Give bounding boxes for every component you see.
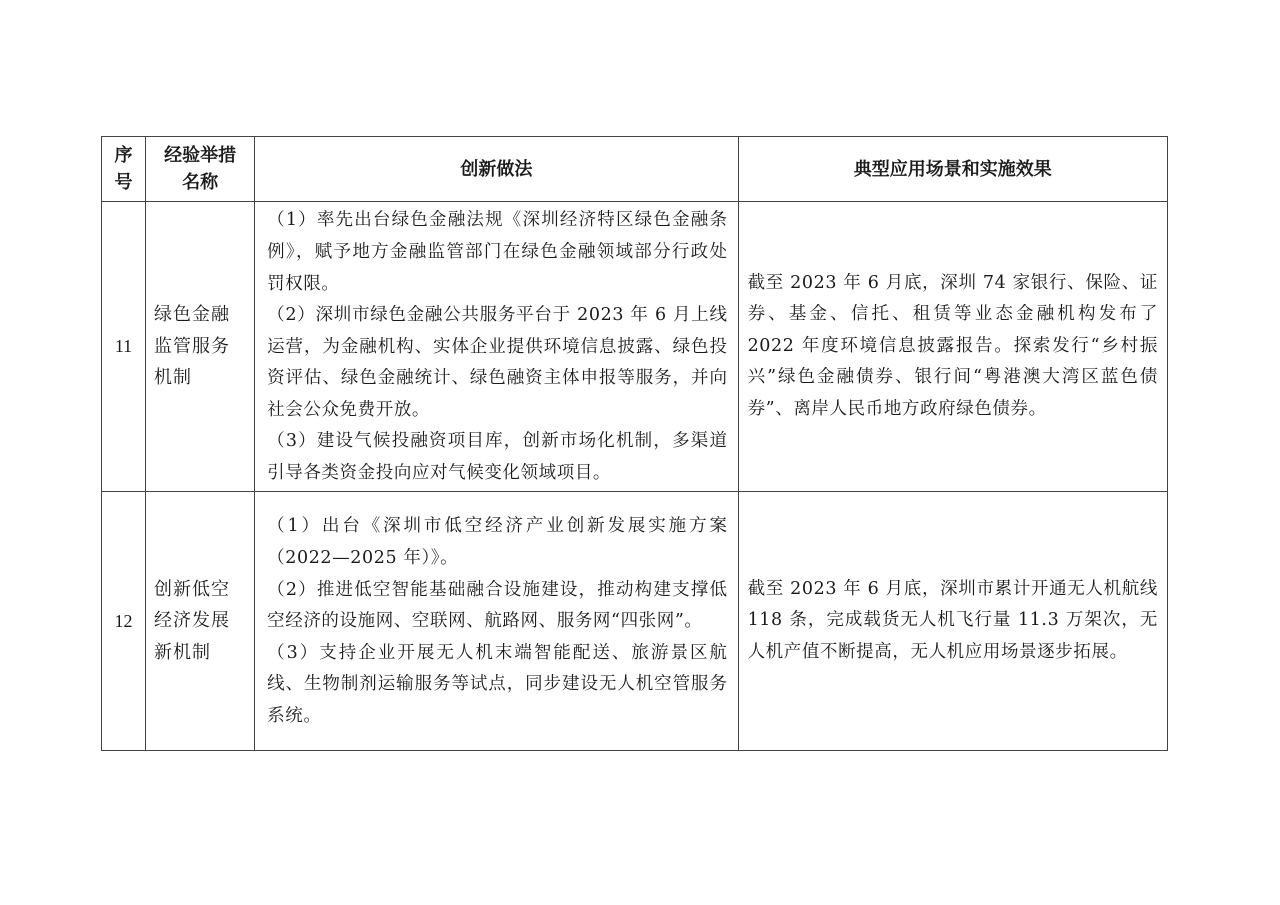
row-name-line: 监管服务 [154,335,231,357]
row-name-line: 新机制 [154,641,212,663]
method-item: （3）建设气候投融资项目库，创新市场化机制，多渠道引导各类资金投向应对气候变化领域项目。 [267,431,728,484]
row-name [146,202,255,492]
table-row [102,202,1168,492]
experience-table [101,136,1168,751]
method-item: （2）深圳市绿色金融公共服务平台于 2023 年 6 月上线运营，为金融机构、实体企业提供环境信息披露、绿色投资评估、绿色金融统计、绿色融资主体申报等服务，并向社会公众免费开放。 [267,305,728,420]
header-name [146,137,255,202]
method-item: （1）率先出台绿色金融法规《深圳经济特区绿色金融条例》，赋予地方金融监管部门在绿色金融领域部分行政处罚权限。 [267,210,728,294]
header-effect: 典型应用场景和实施效果 [738,137,1167,202]
table-row [102,492,1168,751]
row-effect: 截至 2023 年 6 月底，深圳 74 家银行、保险、证券、基金、信托、租赁等业态金融机构发布了 2022 年度环境信息披露报告。探索发行“乡村振兴”绿色金融债券、银行间“粤港澳大湾区蓝色债券”、离岸人民币地方政府绿色债券。 [738,202,1167,492]
header-method: 创新做法 [255,137,738,202]
header-seq-text: 序号 [114,145,133,193]
row-seq: 11 [102,202,146,492]
method-item: （3）支持企业开展无人机末端智能配送、旅游景区航线、生物制剂运输服务等试点，同步建设无人机空管服务系统。 [267,642,728,726]
row-method [255,492,738,751]
header-seq [102,137,146,202]
row-name-line: 机制 [154,367,193,389]
header-name-line2: 名称 [182,172,219,193]
row-name-line: 经济发展 [154,610,231,632]
row-name-line: 创新低空 [154,578,231,600]
row-seq: 12 [102,492,146,751]
row-name [146,492,255,751]
method-item: （2）推进低空智能基础融合设施建设，推动构建支撑低空经济的设施网、空联网、航路网、服务网“四张网”。 [267,579,728,632]
header-name-line1: 经验举措 [164,145,237,166]
row-name-line: 绿色金融 [154,304,231,326]
method-item: （1）出台《深圳市低空经济产业创新发展实施方案（2022—2025 年）》。 [267,516,728,569]
table-header-row [102,137,1168,202]
row-effect: 截至 2023 年 6 月底，深圳市累计开通无人机航线 118 条，完成载货无人机飞行量 11.3 万架次，无人机产值不断提高，无人机应用场景逐步拓展。 [738,492,1167,751]
row-method [255,202,738,492]
